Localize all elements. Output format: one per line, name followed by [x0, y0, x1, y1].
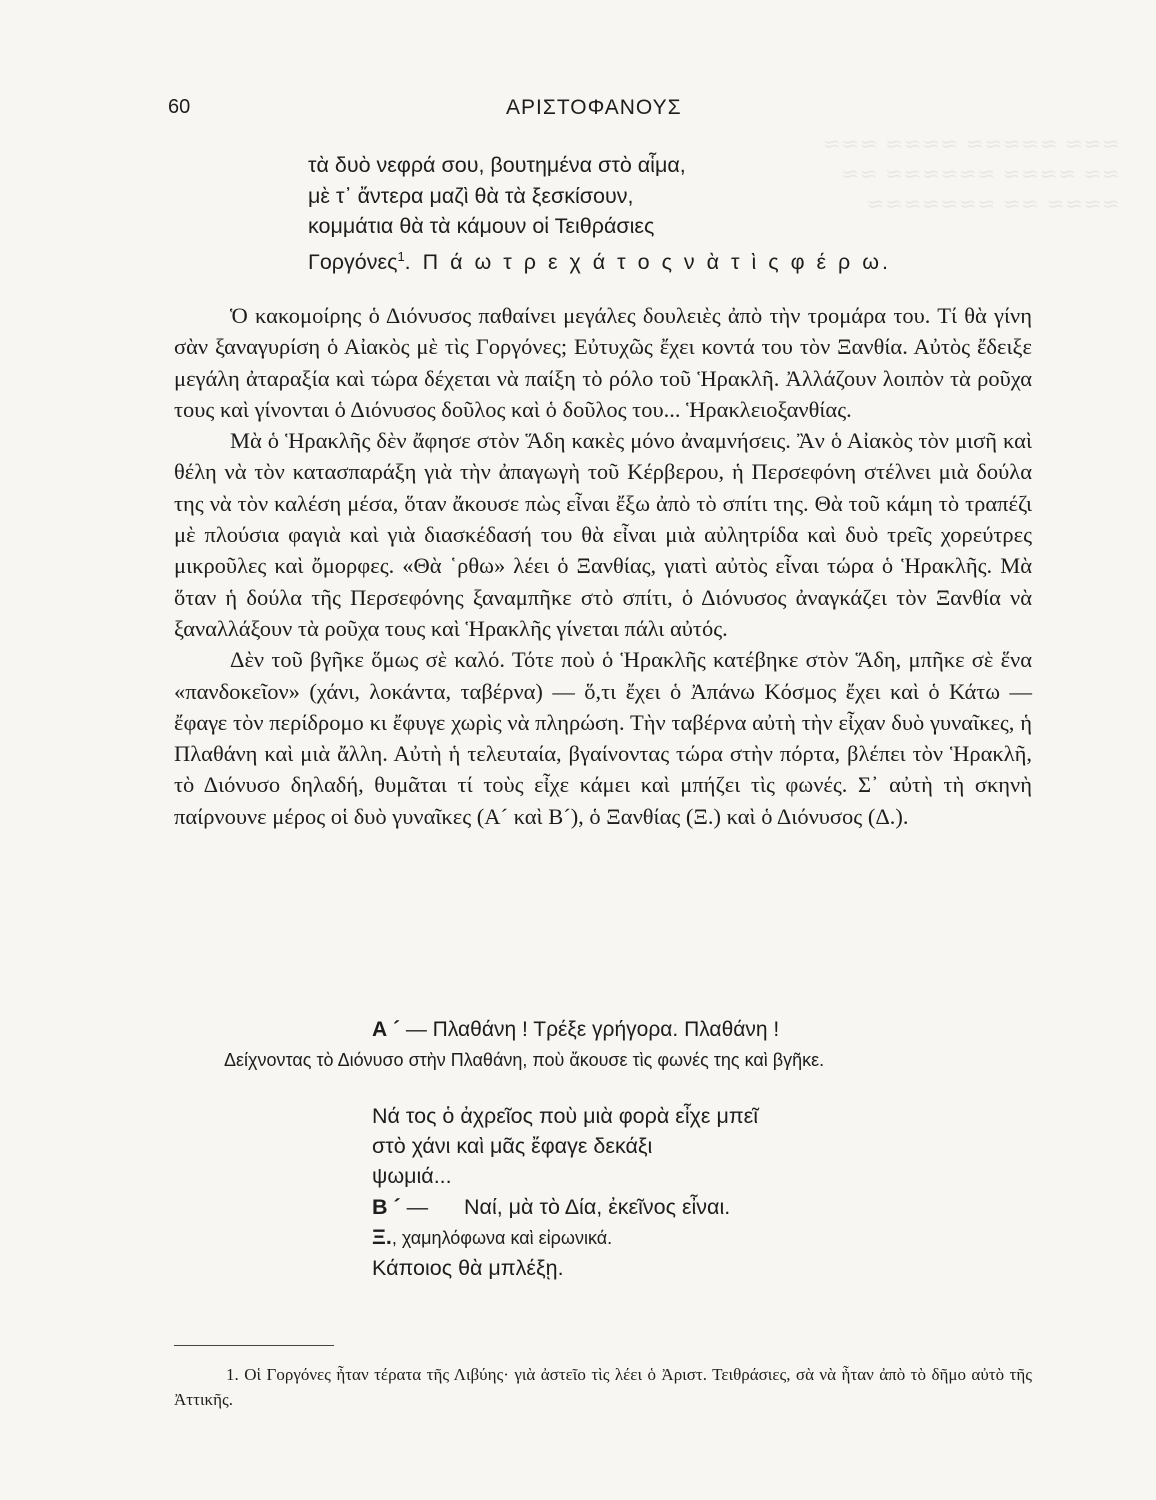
speech-a-text: — Πλαθάνη ! Τρέξε γρήγορα. Πλαθάνη ! [400, 1018, 780, 1041]
verse-line: τὰ δυὸ νεφρά σου, βουτημένα στὸ αἷμα, [308, 153, 686, 177]
verse-line: στὸ χάνι καὶ μᾶς ἔφαγε δεκάξι [372, 1134, 653, 1159]
footnote [174, 1362, 1032, 1412]
stage-direction-text: Δείχνοντας τὸ Διόνυσο στὴν Πλαθάνη, ποὺ ἄκουσε τὶς φωνές της καὶ βγῆκε. [224, 1050, 825, 1070]
speech-x-direction [372, 1222, 758, 1253]
prose-paragraph: Μὰ ὁ Ἡρακλῆς δὲν ἄφησε στὸν Ἅδη κακὲς μόνο ἀναμνήσεις. Ἂν ὁ Αἰακὸς τὸν μισῆ καὶ θέλη νὰ τὸν κατασπαράξη γιὰ τὴν ἀπαγωγὴ τοῦ Κέρβερου, ἡ Περσεφόνη στέλνει μιὰ δούλα της νὰ τὸν καλέση μέσα, ὅταν ἄκουσε πὼς εἶναι ἔξω ἀπὸ τὸ σπίτι της. Θὰ τοῦ κάμη τὸ τραπέζι μὲ πλούσια φαγιὰ καὶ γιὰ διασκέδασή του θὰ εἶναι μιὰ αὐλητρίδα καὶ δυὸ τρεῖς χορεύτρες μικροῦλες καὶ ὄμορφες. «Θὰ ῾ρθω» λέει ὁ Ξανθίας, γιατὶ αὐτὸς εἶναι τώρα ὁ Ἡρακλῆς. Μὰ ὅταν ἡ δούλα τῆς Περσεφόνης ξαναμπῆκε στὸ σπίτι, ὁ Διόνυσος ἀναγκάζει τὸν Ξανθία νὰ ξαναλλάξουν τὰ ροῦχα τους καὶ Ἡρακλῆς γίνεται πάλι αὐτός. [174, 428, 1032, 641]
verse-line: μὲ τ᾽ ἄντερα μαζὶ θὰ τὰ ξεσκίσουν, [308, 183, 634, 208]
stage-direction [174, 1045, 1034, 1075]
speaker-a: Α ´ [372, 1018, 400, 1041]
footnote-rule [174, 1345, 334, 1346]
footnote-text: 1. Οἱ Γοργόνες ἦταν τέρατα τῆς Λιβύης· γιὰ ἀστεῖο τὶς λέει ὁ Ἀριστ. Τειθράσιες, σὰ νὰ ἦταν ἀπὸ τὸ δῆμο αὐτὸ τῆς Ἀττικῆς. [174, 1365, 1032, 1409]
speech-x-text: Κάποιος θὰ μπλέξῃ. [372, 1256, 564, 1281]
prose-paragraph: Ὁ κακομοίρης ὁ Διόνυσος παθαίνει μεγάλες δουλειὲς ἀπὸ τὴν τρομάρα του. Τί θὰ γίνη σὰν ξαναγυρίση ὁ Αἰακὸς μὲ τὶς Γοργόνες; Εὐτυχῶς ἔχει κοντά του τὸν Ξανθία. Αὐτὸς ἔδειξε μεγάλη ἀταραξία καὶ τώρα δέχεται νὰ παίξη τὸ ρόλο τοῦ Ἡρακλῆ. Ἀλλάζουν λοιπὸν τὰ ροῦχα τους καὶ γίνονται ὁ Διόνυσος δοῦλος καὶ ὁ δοῦλος του... Ἡρακλειοξανθίας. [174, 303, 1032, 422]
bleed-through-text: ≈≈≈ ≈≈≈≈≈ ≈≈≈≈ ≈≈≈ ≈≈ ≈≈≈≈ ≈≈≈≈≈≈ ≈≈ ≈≈≈≈ ≈≈ ≈≈≈≈≈≈≈ [822, 132, 1120, 217]
verse-line: κομμάτια θὰ τὰ κάμουν οἱ Τειθράσιες [308, 214, 655, 238]
spaced-phrase: . Π ά ω τ ρ ε χ ά τ ο ς ν ὰ τ ὶ ς φ έ ρ ω. [404, 249, 892, 274]
verse-line [308, 242, 891, 278]
verse-dialogue [372, 1101, 758, 1283]
prose-paragraph: Δὲν τοῦ βγῆκε ὅμως σὲ καλό. Τότε ποὺ ὁ Ἡρακλῆς κατέβηκε στὸν Ἅδη, μπῆκε σὲ ἕνα «πανδοκεῖον» (χάνι, λοκάντα, ταβέρνα) — ὅ,τι ἔχει ὁ Ἀπάνω Κόσμος ἔχει καὶ ὁ Κάτω — ἔφαγε τὸν περίδρομο κι ἔφυγε χωρὶς νὰ πληρώση. Τὴν ταβέρνα αὐτὴ τὴν εἶχαν δυὸ γυναῖκες, ἡ Πλαθάνη καὶ μιὰ ἄλλη. Αὐτὴ ἡ τελευταία, βγαίνοντας τώρα στὴν πόρτα, βλέπει τὸν Ἡρακλῆ, τὸ Διόνυσο δηλαδή, θυμᾶται τί τοὺς εἶχε κάμει καὶ μπήζει τὶς φωνές. Σ᾽ αὐτὴ τὴ σκηνὴ παίρνουνε μέρος οἱ δυὸ γυναῖκες (Α´ καὶ Β´), ὁ Ξανθίας (Ξ.) καὶ ὁ Διόνυσος (Δ.). [174, 647, 1032, 829]
speech-a [372, 1015, 779, 1045]
speaker-x: Ξ. [372, 1224, 392, 1249]
verse-line: Νά τος ὁ ἀχρεῖος ποὺ μιὰ φορὰ εἶχε μπεῖ [372, 1104, 759, 1128]
speech-b [372, 1192, 758, 1222]
page-number: 60 [168, 96, 191, 118]
speech-b-text: — Ναί, μὰ τὸ Δία, ἐκεῖνος εἶναι. [400, 1194, 731, 1219]
prose-block [174, 300, 1032, 832]
speech-x-direction-text: , χαμηλόφωνα καὶ εἰρωνικά. [391, 1227, 613, 1248]
page-header [168, 96, 1036, 126]
verse-line: ψωμιά... [372, 1164, 452, 1189]
running-title: ΑΡΙΣΤΟΦΑΝΟΥΣ [506, 96, 682, 119]
speaker-b: Β ´ [372, 1194, 401, 1219]
verse-line-start: Γοργόνες [308, 249, 398, 274]
verse-top [308, 150, 891, 277]
footnote-marker: 1 [397, 248, 405, 264]
